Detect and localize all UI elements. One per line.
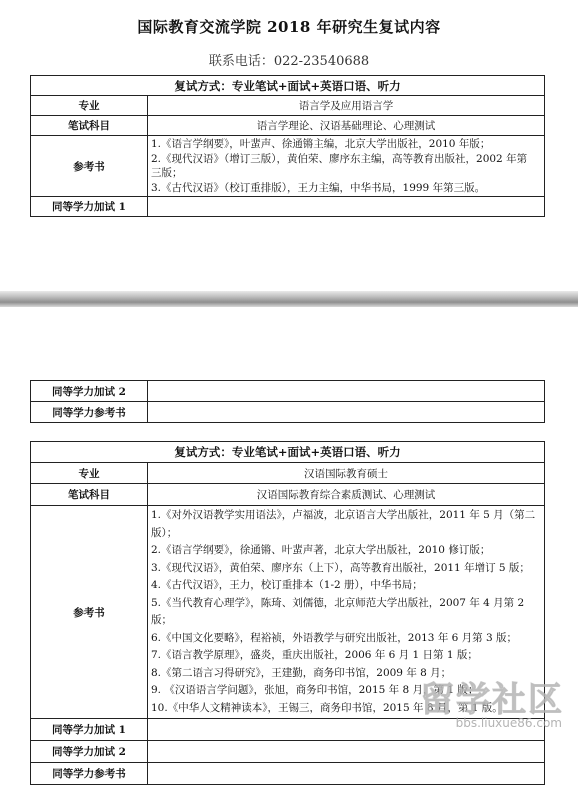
- list-item: 1.《语言学纲要》，叶蜚声、徐通锵主编，北京大学出版社，2010 年版；: [151, 138, 491, 150]
- list-item: 8.《第二语言习得研究》，王建勤，商务印书馆，2009 年 8 月；: [151, 666, 452, 679]
- equivalent-reference-books-label: 同等学力参考书: [31, 763, 148, 785]
- exam-method-header: 复试方式：专业笔试+面试+英语口语、听力: [31, 442, 545, 463]
- list-item: 7.《语言教学原理》，盛炎，重庆出版社，2006 年 6 月 1 日第 1 版；: [151, 649, 478, 661]
- equivalent-extra-test-1-label: 同等学力加试 1: [31, 719, 148, 741]
- list-item: 6.《中国文化要略》，程裕祯，外语教学与研究出版社，2013 年 6 月第 3 版；: [151, 631, 518, 644]
- major-label: 专业: [31, 463, 148, 484]
- list-item: 5.《当代教育心理学》，陈琦、刘儒德，北京师范大学出版社，2007 年 4 月第 2 版；: [151, 596, 525, 626]
- equivalent-reference-books-value: [148, 402, 545, 423]
- major-value: 汉语国际教育硕士: [148, 463, 545, 484]
- list-item: 10.《中华人文精神读本》，王锡三，商务印书馆，2015 年 8 月，第 1 版。: [151, 701, 503, 714]
- page-separator: [0, 291, 578, 307]
- equivalent-extra-test-2-value: [148, 381, 545, 402]
- document-title: 国际教育交流学院 2018 年研究生复试内容: [137, 18, 441, 36]
- written-subjects-label: 笔试科目: [31, 116, 148, 136]
- written-subjects-value: 语言学理论、汉语基础理论、心理测试: [148, 116, 545, 136]
- list-item: 2.《语言学纲要》，徐通锵、叶蜚声著，北京大学出版社，2010 修订版；: [151, 544, 491, 556]
- equivalent-reference-books-label: 同等学力参考书: [31, 402, 148, 423]
- equivalent-extra-test-2-label: 同等学力加试 2: [31, 741, 148, 763]
- list-item: 1.《对外汉语教学实用语法》，卢福波，北京语言大学出版社，2011 年 5 月（第二版）；: [151, 509, 536, 539]
- contact-phone: 联系电话：022-23540688: [208, 54, 370, 69]
- equivalent-reference-books-value: [148, 763, 545, 785]
- equivalent-extra-test-2-value: [148, 741, 545, 763]
- reference-books-label: 参考书: [31, 136, 148, 197]
- exam-method-header: 复试方式：专业笔试+面试+英语口语、听力: [31, 76, 545, 96]
- list-item: 4.《古代汉语》，王力，校订重排本（1-2 册），中华书局；: [151, 579, 423, 591]
- reference-books-label: 参考书: [31, 506, 148, 719]
- watermark-text: 留学社区: [420, 680, 564, 720]
- equivalent-extra-test-1-label: 同等学力加试 1: [31, 197, 148, 217]
- watermark-logo: [392, 672, 564, 732]
- exam-table-linguistics: [30, 75, 545, 217]
- list-item: 2.《现代汉语》（增订三版），黄伯荣、廖序东主编，高等教育出版社，2002 年第: [151, 152, 528, 165]
- exam-table-tcsol: [30, 441, 545, 785]
- equivalent-extra-test-1-value: [148, 197, 545, 217]
- written-subjects-label: 笔试科目: [31, 484, 148, 506]
- watermark-url: bbs.liuxue86.com: [455, 716, 562, 730]
- major-value: 语言学及应用语言学: [148, 96, 545, 116]
- reference-books-list: [148, 136, 545, 197]
- list-item: 9. 《汉语语言学问题》，张旭，商务印书馆，2015 年 8 月，第 1 版；: [151, 684, 479, 696]
- major-label: 专业: [31, 96, 148, 116]
- exam-table-continuation: [30, 380, 545, 423]
- list-item: 3.《现代汉语》，黄伯荣、廖序东（上下），高等教育出版社，2011 年增订 5 版；: [151, 561, 530, 574]
- list-item: 三版；: [151, 167, 183, 179]
- equivalent-extra-test-2-label: 同等学力加试 2: [31, 381, 148, 402]
- written-subjects-value: 汉语国际教育综合素质测试、心理测试: [148, 484, 545, 506]
- list-item: 3.《古代汉语》（校订重排版），王力主编，中华书局，1999 年第三版。: [151, 181, 486, 194]
